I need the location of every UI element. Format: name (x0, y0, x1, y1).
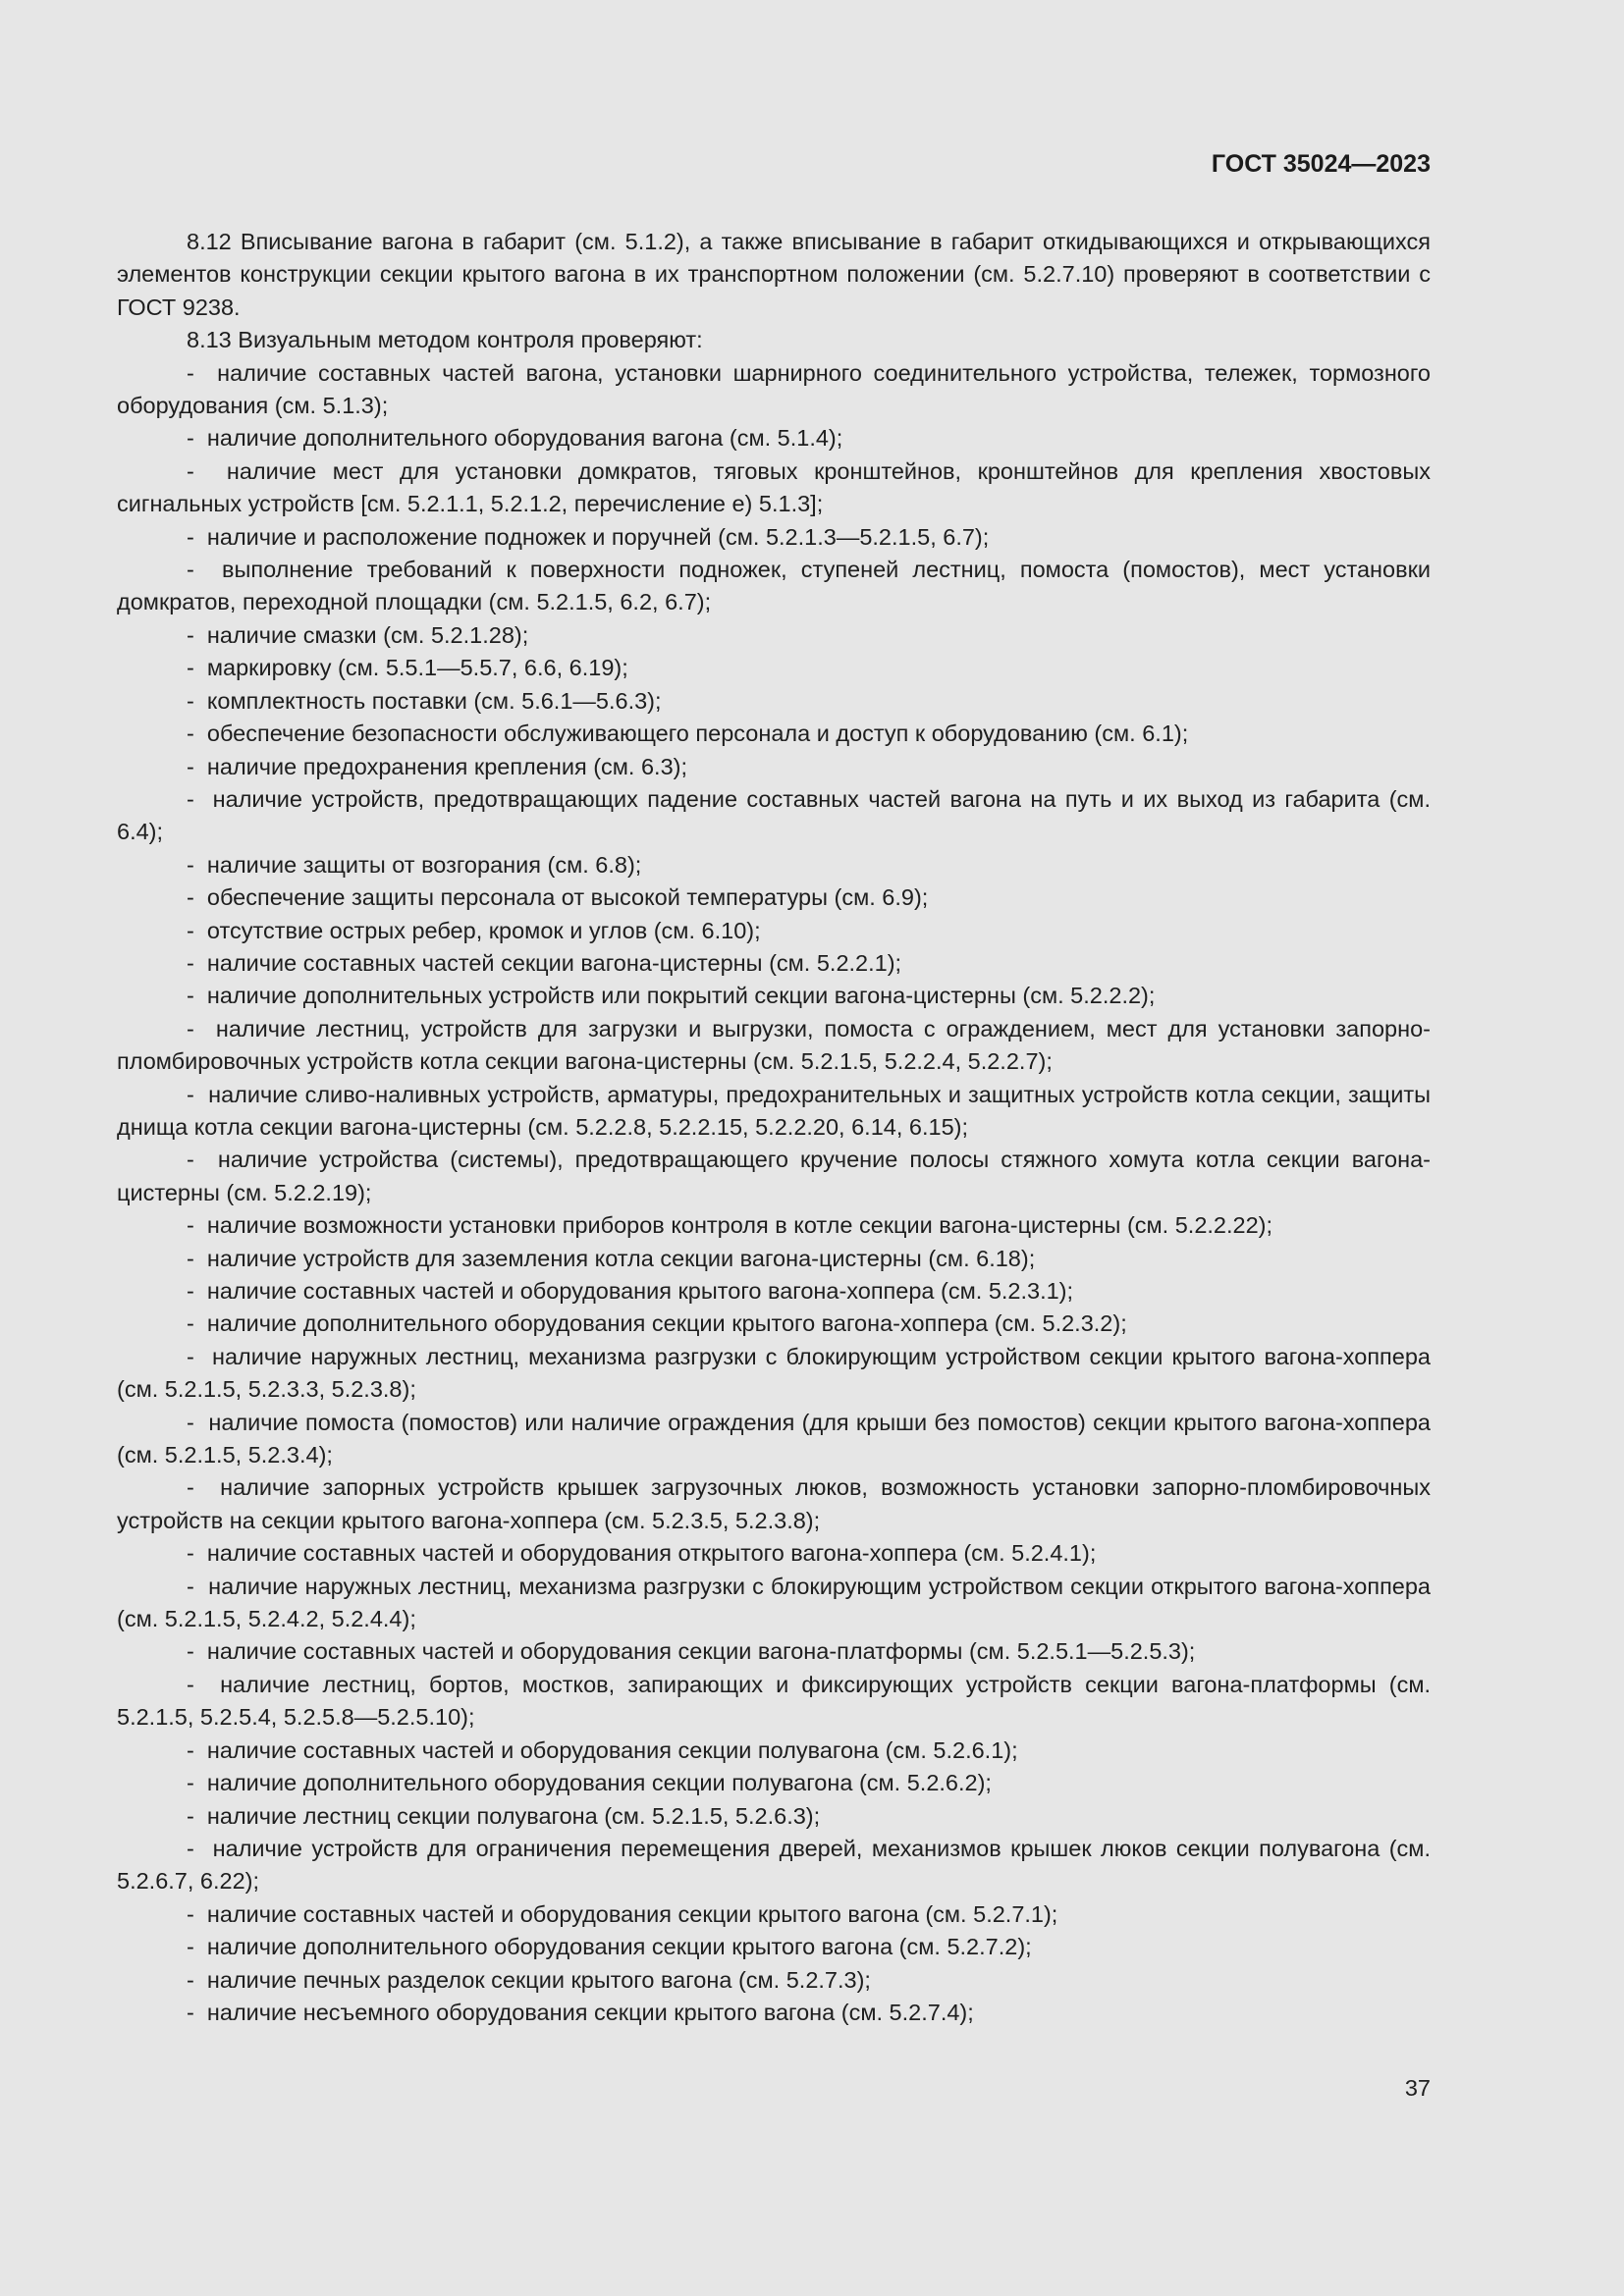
inspection-list (117, 357, 1431, 2030)
list-item: - наличие составных частей и оборудования секции крытого вагона (см. 5.2.7.1); (117, 1898, 1431, 1931)
list-item: - наличие устройств, предотвращающих падение составных частей вагона на путь и их выход из габарита (см. 6.4); (117, 783, 1431, 849)
list-item: - наличие дополнительного оборудования секции крытого вагона-хоппера (см. 5.2.3.2); (117, 1308, 1431, 1340)
list-item: - наличие помоста (помостов) или наличие ограждения (для крыши без помостов) секции крытого вагона-хоппера (см. 5.2.1.5, 5.2.3.4); (117, 1407, 1431, 1472)
list-item: - обеспечение защиты персонала от высокой температуры (см. 6.9); (117, 881, 1431, 914)
list-item: - наличие лестниц секции полувагона (см. 5.2.1.5, 5.2.6.3); (117, 1800, 1431, 1833)
list-item: - наличие составных частей вагона, установки шарнирного соединительного устройства, тележек, тормозного оборудования (см. 5.1.3); (117, 357, 1431, 423)
list-item: - наличие лестниц, бортов, мостков, запирающих и фиксирующих устройств секции вагона-платформы (см. 5.2.1.5, 5.2.5.4, 5.2.5.8—5.2.5.10); (117, 1669, 1431, 1735)
list-item: - наличие наружных лестниц, механизма разгрузки с блокирующим устройством секции крытого вагона-хоппера (см. 5.2.1.5, 5.2.3.3, 5.2.3.8); (117, 1341, 1431, 1407)
list-item: - наличие защиты от возгорания (см. 6.8); (117, 849, 1431, 881)
list-item: - наличие смазки (см. 5.2.1.28); (117, 619, 1431, 652)
list-item: - маркировку (см. 5.5.1—5.5.7, 6.6, 6.19); (117, 652, 1431, 684)
list-item: - отсутствие острых ребер, кромок и углов (см. 6.10); (117, 915, 1431, 947)
list-item: - выполнение требований к поверхности подножек, ступеней лестниц, помоста (помостов), мест установки домкратов, переходной площадки (см. 5.2.1.5, 6.2, 6.7); (117, 554, 1431, 619)
list-item: - наличие составных частей и оборудования секции полувагона (см. 5.2.6.1); (117, 1735, 1431, 1767)
list-item: - наличие составных частей и оборудования секции вагона-платформы (см. 5.2.5.1—5.2.5.3); (117, 1635, 1431, 1668)
list-item: - наличие предохранения крепления (см. 6.3); (117, 751, 1431, 783)
list-item: - наличие устройств для ограничения перемещения дверей, механизмов крышек люков секции полувагона (см. 5.2.6.7, 6.22); (117, 1833, 1431, 1898)
list-item: - наличие несъемного оборудования секции крытого вагона (см. 5.2.7.4); (117, 1997, 1431, 2029)
list-item: - наличие составных частей и оборудования крытого вагона-хоппера (см. 5.2.3.1); (117, 1275, 1431, 1308)
paragraph-8-13: 8.13 Визуальным методом контроля проверяют: (187, 327, 703, 353)
list-item: - обеспечение безопасности обслуживающего персонала и доступ к оборудованию (см. 6.1); (117, 718, 1431, 750)
list-item: - наличие мест для установки домкратов, тяговых кронштейнов, кронштейнов для крепления хвостовых сигнальных устройств [см. 5.2.1.1, 5.2.1.2, перечисление е) 5.1.3]; (117, 455, 1431, 521)
page-number: 37 (1404, 2075, 1431, 2101)
paragraph-8-12: 8.12 Вписывание вагона в габарит (см. 5.1.2), а также вписывание в габарит откидывающихся и открывающихся элементов конструкции секции крытого вагона в их транспортном положении (см. 5.2.7.10) проверяют в соответствии с ГОСТ 9238. (117, 229, 1431, 320)
list-item: - наличие дополнительного оборудования секции полувагона (см. 5.2.6.2); (117, 1767, 1431, 1799)
list-item: - наличие сливо-наливных устройств, арматуры, предохранительных и защитных устройств котла секции, защиты днища котла секции вагона-цистерны (см. 5.2.2.8, 5.2.2.15, 5.2.2.20, 6.14, 6.15); (117, 1079, 1431, 1145)
list-item: - наличие составных частей и оборудования открытого вагона-хоппера (см. 5.2.4.1); (117, 1537, 1431, 1570)
list-item: - наличие дополнительного оборудования вагона (см. 5.1.4); (117, 422, 1431, 454)
list-item: - наличие устройств для заземления котла секции вагона-цистерны (см. 6.18); (117, 1243, 1431, 1275)
list-item: - наличие возможности установки приборов контроля в котле секции вагона-цистерны (см. 5.2.2.22); (117, 1209, 1431, 1242)
document-header: ГОСТ 35024—2023 (1211, 150, 1431, 178)
list-item: - наличие печных разделок секции крытого вагона (см. 5.2.7.3); (117, 1964, 1431, 1997)
list-item: - наличие запорных устройств крышек загрузочных люков, возможность установки запорно-пломбировочных устройств на секции крытого вагона-хоппера (см. 5.2.3.5, 5.2.3.8); (117, 1471, 1431, 1537)
list-item: - наличие и расположение подножек и поручней (см. 5.2.1.3—5.2.1.5, 6.7); (117, 521, 1431, 554)
list-item: - наличие дополнительного оборудования секции крытого вагона (см. 5.2.7.2); (117, 1931, 1431, 1963)
list-item: - наличие наружных лестниц, механизма разгрузки с блокирующим устройством секции открытого вагона-хоппера (см. 5.2.1.5, 5.2.4.2, 5.2.4.4); (117, 1571, 1431, 1636)
document-body (117, 226, 1431, 2029)
list-item: - наличие лестниц, устройств для загрузки и выгрузки, помоста с ограждением, мест для установки запорно-пломбировочных устройств котла секции вагона-цистерны (см. 5.2.1.5, 5.2.2.4, 5.2.2.7); (117, 1013, 1431, 1079)
list-item: - наличие составных частей секции вагона-цистерны (см. 5.2.2.1); (117, 947, 1431, 980)
list-item: - наличие устройства (системы), предотвращающего кручение полосы стяжного хомута котла секции вагона-цистерны (см. 5.2.2.19); (117, 1144, 1431, 1209)
list-item: - наличие дополнительных устройств или покрытий секции вагона-цистерны (см. 5.2.2.2); (117, 980, 1431, 1012)
list-item: - комплектность поставки (см. 5.6.1—5.6.3); (117, 685, 1431, 718)
